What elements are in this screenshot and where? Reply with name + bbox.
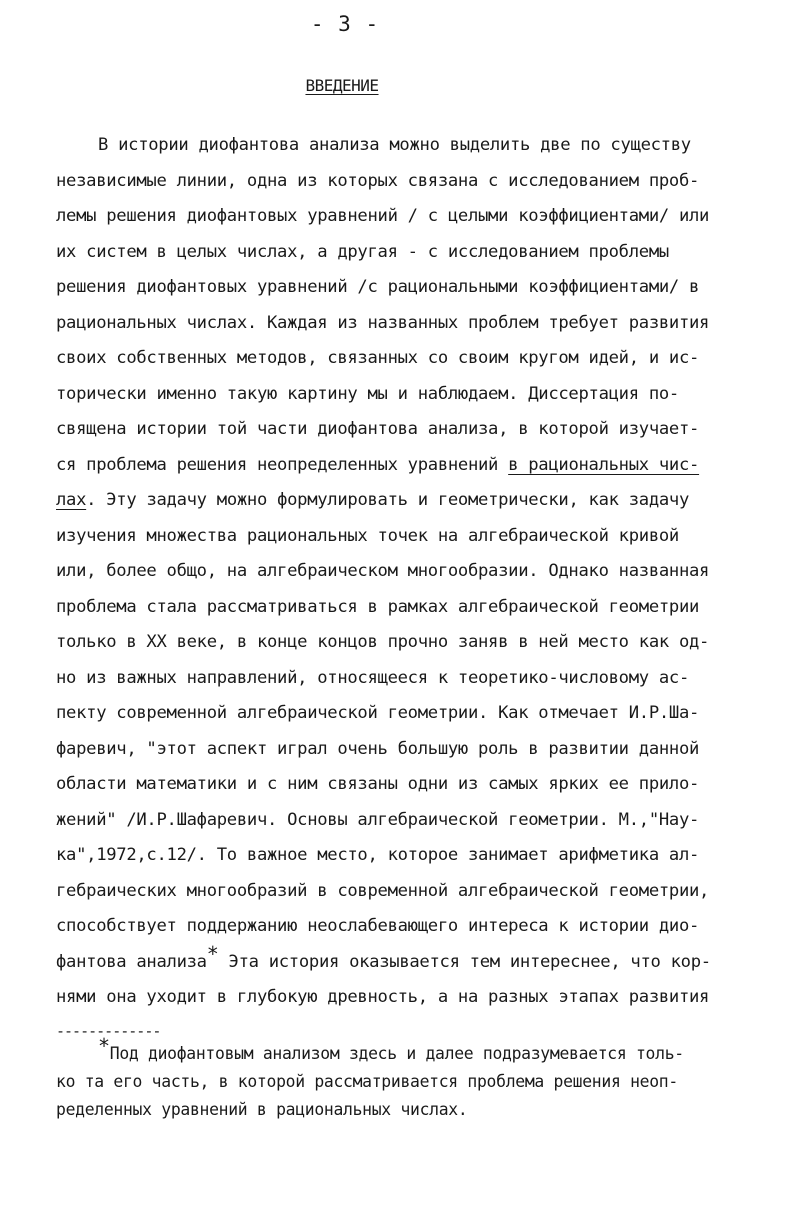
text-line: лемы решения диофантовых уравнений / с целыми коэффициентами/ или bbox=[56, 206, 710, 226]
text-line: торически именно такую картину мы и наблюдаем. Диссертация по- bbox=[56, 383, 679, 404]
underlined-emphasis: в рациональных чис- bbox=[508, 454, 700, 475]
text-line: своих собственных методов, связанных со своим кругом идей, и ис- bbox=[56, 348, 700, 368]
text-segment: . Эту задачу можно формулировать и геометрически, как задачу bbox=[86, 490, 690, 510]
text-line: ка",1972,с.12/. То важное место, которое занимает арифметика ал- bbox=[56, 845, 700, 865]
text-line: способствует поддержанию неослабевающего интереса к истории дио- bbox=[56, 916, 700, 936]
section-heading: ВВЕДЕНИЕ bbox=[305, 76, 379, 95]
text-line: решения диофантовых уравнений /с рациональными коэффициентами/ в bbox=[56, 277, 700, 297]
text-line: или, более общо, на алгебраическом многообразии. Однако названная bbox=[56, 561, 710, 581]
footnote-separator: ------------- bbox=[56, 1022, 161, 1040]
text-line: нями она уходит в глубокую древность, а на разных этапах развития bbox=[56, 987, 710, 1007]
text-line: проблема стала рассматриваться в рамках алгебраической геометрии bbox=[56, 596, 700, 617]
body-text bbox=[56, 128, 772, 1016]
text-segment: фантова анализа bbox=[56, 951, 207, 972]
text-line bbox=[56, 448, 772, 484]
footnote bbox=[56, 1034, 772, 1124]
text-line: пекту современной алгебраической геометрии. Как отмечает И.Р.Ша- bbox=[56, 703, 700, 723]
text-line: жений" /И.Р.Шафаревич. Основы алгебраической геометрии. М.,"Нау- bbox=[56, 809, 700, 830]
text-segment: Под диофантовым анализом здесь и далее подразумевается толь- bbox=[109, 1044, 684, 1063]
footnote-line bbox=[56, 1034, 772, 1068]
footnote-line: ко та его часть, в которой рассматривается проблема решения неоп- bbox=[56, 1072, 678, 1091]
text-line: гебраических многообразий в современной алгебраической геометрии, bbox=[56, 880, 710, 901]
text-line: области математики и с ним связаны одни из самых ярких ее прило- bbox=[56, 774, 700, 794]
footnote-line: ределенных уравнений в рациональных числах. bbox=[56, 1100, 468, 1119]
text-line: священа истории той части диофантова анализа, в которой изучает- bbox=[56, 419, 700, 439]
text-line: рациональных числах. Каждая из названных проблем требует развития bbox=[56, 312, 710, 333]
text-line: изучения множества рациональных точек на алгебраической кривой bbox=[56, 525, 679, 546]
text-line: только в XX веке, в конце концов прочно заняв в ней место как од- bbox=[56, 632, 710, 652]
text-line bbox=[56, 483, 772, 519]
text-line: независимые линии, одна из которых связана с исследованием проб- bbox=[56, 170, 700, 191]
text-line: В истории диофантова анализа можно выделить две по существу bbox=[98, 135, 691, 155]
text-line: но из важных направлений, относящееся к теоретико-числовому ас- bbox=[56, 667, 690, 688]
footnote-marker: * bbox=[98, 1034, 110, 1058]
page-number: - 3 - bbox=[310, 12, 380, 36]
underlined-emphasis: лах bbox=[56, 490, 87, 510]
footnote-marker: * bbox=[206, 941, 219, 966]
text-line: фаревич, "этот аспект играл очень большую роль в развитии данной bbox=[56, 738, 700, 759]
text-line: их систем в целых числах, а другая - с исследованием проблемы bbox=[56, 241, 669, 262]
text-line bbox=[56, 941, 772, 981]
text-segment: ся проблема решения неопределенных уравнений bbox=[56, 454, 509, 475]
text-segment: Эта история оказывается тем интереснее, что кор- bbox=[218, 951, 711, 972]
